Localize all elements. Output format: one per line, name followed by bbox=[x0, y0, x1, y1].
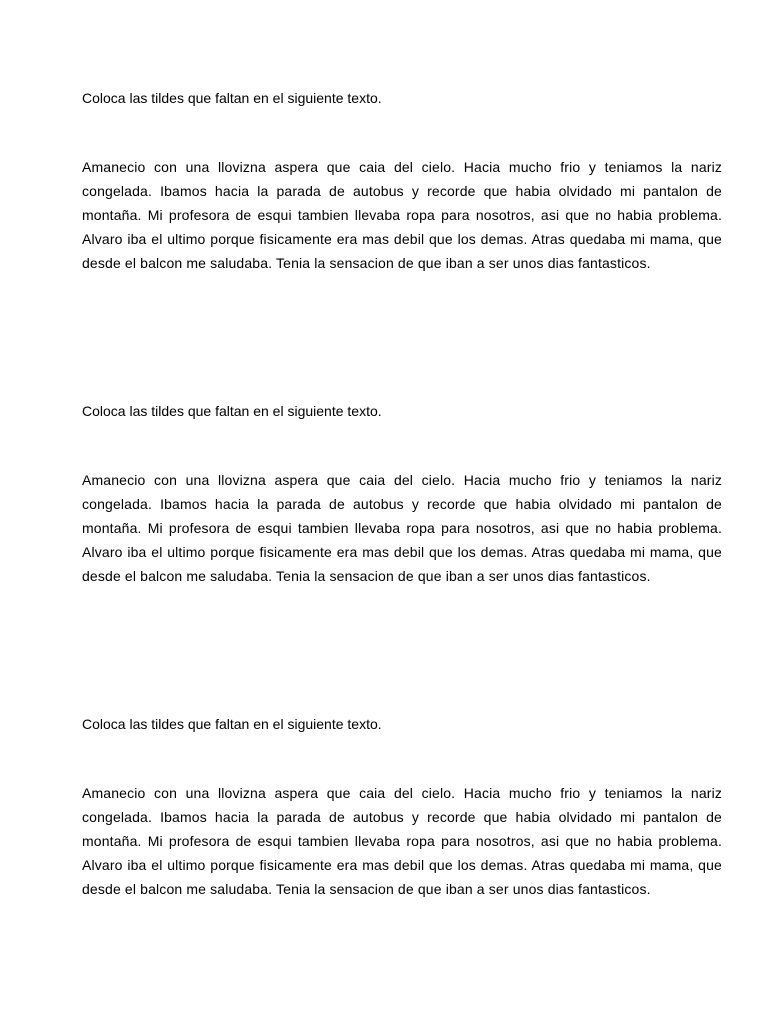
exercise-2 bbox=[82, 401, 722, 588]
exercise-instruction: Coloca las tildes que faltan en el siguiente texto. bbox=[82, 90, 382, 106]
exercise-3 bbox=[82, 714, 722, 901]
exercise-paragraph: Amanecio con una llovizna aspera que caia del cielo. Hacia mucho frio y teniamos la nariz congelada. Ibamos hacia la parada de autobus y recorde que habia olvidado mi pantalon de montaña. Mi profesora de esqui tambien llevaba ropa para nosotros, asi que no habia problema. Alvaro iba el ultimo porque fisicamente era mas debil que los demas. Atras quedaba mi mama, que desde el balcon me saludaba. Tenia la sensacion de que iban a ser unos dias fantasticos. bbox=[82, 159, 722, 271]
exercise-paragraph: Amanecio con una llovizna aspera que caia del cielo. Hacia mucho frio y teniamos la nariz congelada. Ibamos hacia la parada de autobus y recorde que habia olvidado mi pantalon de montaña. Mi profesora de esqui tambien llevaba ropa para nosotros, asi que no habia problema. Alvaro iba el ultimo porque fisicamente era mas debil que los demas. Atras quedaba mi mama, que desde el balcon me saludaba. Tenia la sensacion de que iban a ser unos dias fantasticos. bbox=[82, 785, 722, 897]
exercise-instruction: Coloca las tildes que faltan en el siguiente texto. bbox=[82, 403, 382, 419]
exercise-instruction: Coloca las tildes que faltan en el siguiente texto. bbox=[82, 716, 382, 732]
exercise-paragraph: Amanecio con una llovizna aspera que caia del cielo. Hacia mucho frio y teniamos la nariz congelada. Ibamos hacia la parada de autobus y recorde que habia olvidado mi pantalon de montaña. Mi profesora de esqui tambien llevaba ropa para nosotros, asi que no habia problema. Alvaro iba el ultimo porque fisicamente era mas debil que los demas. Atras quedaba mi mama, que desde el balcon me saludaba. Tenia la sensacion de que iban a ser unos dias fantasticos. bbox=[82, 472, 722, 584]
exercise-1 bbox=[82, 88, 722, 275]
